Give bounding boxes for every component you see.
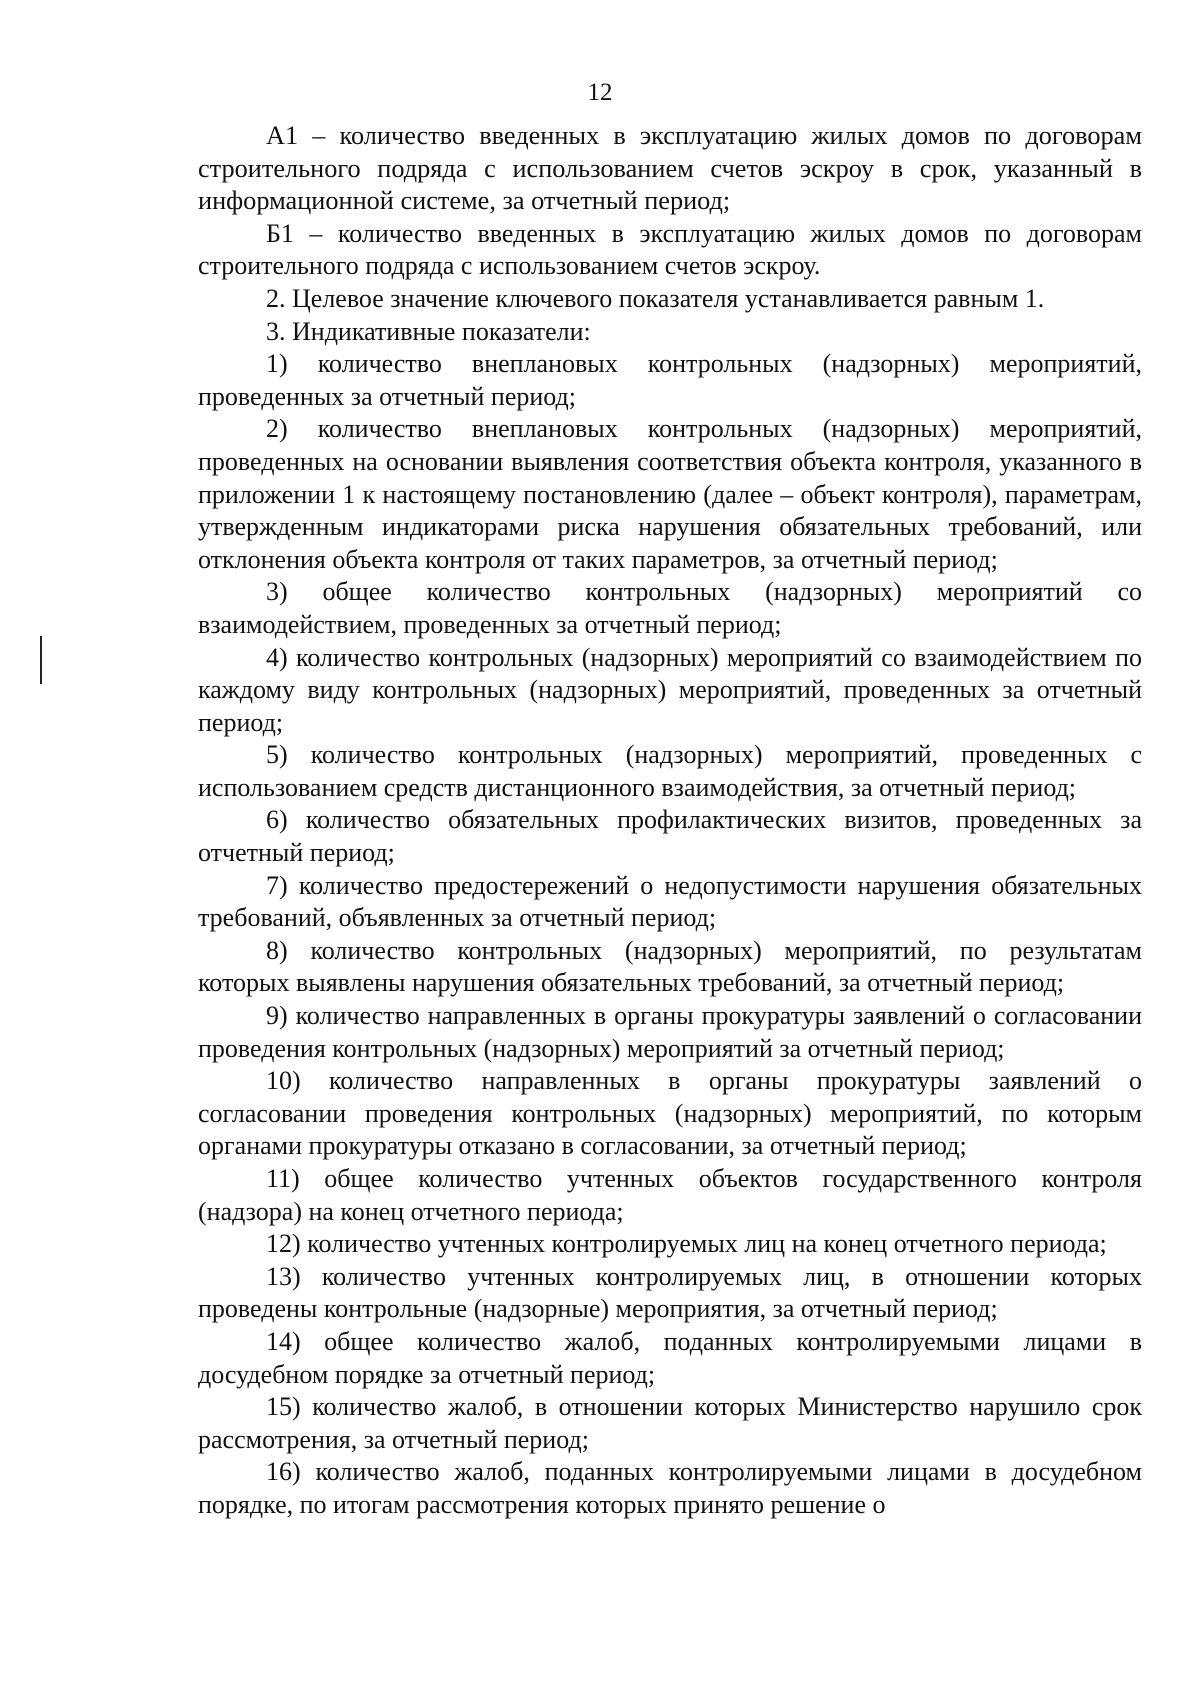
list-item-12: 12) количество учтенных контролируемых лиц на конец отчетного периода; bbox=[266, 1229, 1107, 1259]
list-item-9: 9) количество направленных в органы прокуратуры заявлений о согласовании проведения контрольных (надзорных) мероприятий за отчетный период; bbox=[198, 1001, 1142, 1063]
paragraph-target-value: 2. Целевое значение ключевого показателя устанавливается равным 1. bbox=[266, 283, 1045, 313]
list-item-11: 11) общее количество учтенных объектов государственного контроля (надзора) на конец отчетного периода; bbox=[198, 1164, 1142, 1226]
paragraph-a1-definition: А1 – количество введенных в эксплуатацию жилых домов по договорам строительного подряда с использованием счетов эскроу в срок, указанный в информационной системе, за отчетный период; bbox=[198, 121, 1142, 216]
list-item-6: 6) количество обязательных профилактических визитов, проведенных за отчетный период; bbox=[198, 805, 1142, 868]
paragraph-b1-definition: Б1 – количество введенных в эксплуатацию жилых домов по договорам строительного подряда с использованием счетов эскроу. bbox=[198, 218, 1142, 281]
list-item-13: 13) количество учтенных контролируемых лиц, в отношении которых проведены контрольные (надзорные) мероприятия, за отчетный период; bbox=[198, 1261, 1142, 1324]
list-item-7: 7) количество предостережений о недопустимости нарушения обязательных требований, объявленных за отчетный период; bbox=[198, 870, 1142, 933]
margin-mark bbox=[40, 636, 42, 684]
list-item-1: 1) количество внеплановых контрольных (надзорных) мероприятий, проведенных за отчетный период; bbox=[198, 349, 1142, 411]
list-item-4: 4) количество контрольных (надзорных) мероприятий со взаимодействием по каждому виду контрольных (надзорных) мероприятий, проведенных за отчетный период; bbox=[198, 642, 1142, 737]
list-item-5: 5) количество контрольных (надзорных) мероприятий, проведенных с использованием средств дистанционного взаимодействия, за отчетный период; bbox=[198, 740, 1142, 802]
list-item-15: 15) количество жалоб, в отношении которых Министерство нарушило срок рассмотрения, за отчетный период; bbox=[198, 1392, 1142, 1454]
list-item-10: 10) количество направленных в органы прокуратуры заявлений о согласовании проведения контрольных (надзорных) мероприятий, по которым органами прокуратуры отказано в согласовании, за отчетный период; bbox=[198, 1066, 1142, 1161]
list-item-14: 14) общее количество жалоб, поданных контролируемыми лицами в досудебном порядке за отчетный период; bbox=[198, 1326, 1142, 1389]
paragraph-indicators-heading: 3. Индикативные показатели: bbox=[266, 316, 591, 346]
list-item-3: 3) общее количество контрольных (надзорных) мероприятий со взаимодействием, проведенных за отчетный период; bbox=[198, 577, 1142, 639]
list-item-2: 2) количество внеплановых контрольных (надзорных) мероприятий, проведенных на основании выявления соответствия объекта контроля, указанного в приложении 1 к настоящему постановлению (далее – объект контроля), параметрам, утвержденным индикаторами риска нарушения обязательных требований, или отклонения объекта контроля от таких параметров, за отчетный период; bbox=[198, 414, 1142, 574]
list-item-16: 16) количество жалоб, поданных контролируемыми лицами в досудебном порядке, по итогам рассмотрения которых принято решение о bbox=[198, 1457, 1142, 1519]
document-body bbox=[198, 120, 1142, 1522]
page-number: 12 bbox=[587, 79, 613, 106]
list-item-8: 8) количество контрольных (надзорных) мероприятий, по результатам которых выявлены нарушения обязательных требований, за отчетный период; bbox=[198, 935, 1142, 998]
